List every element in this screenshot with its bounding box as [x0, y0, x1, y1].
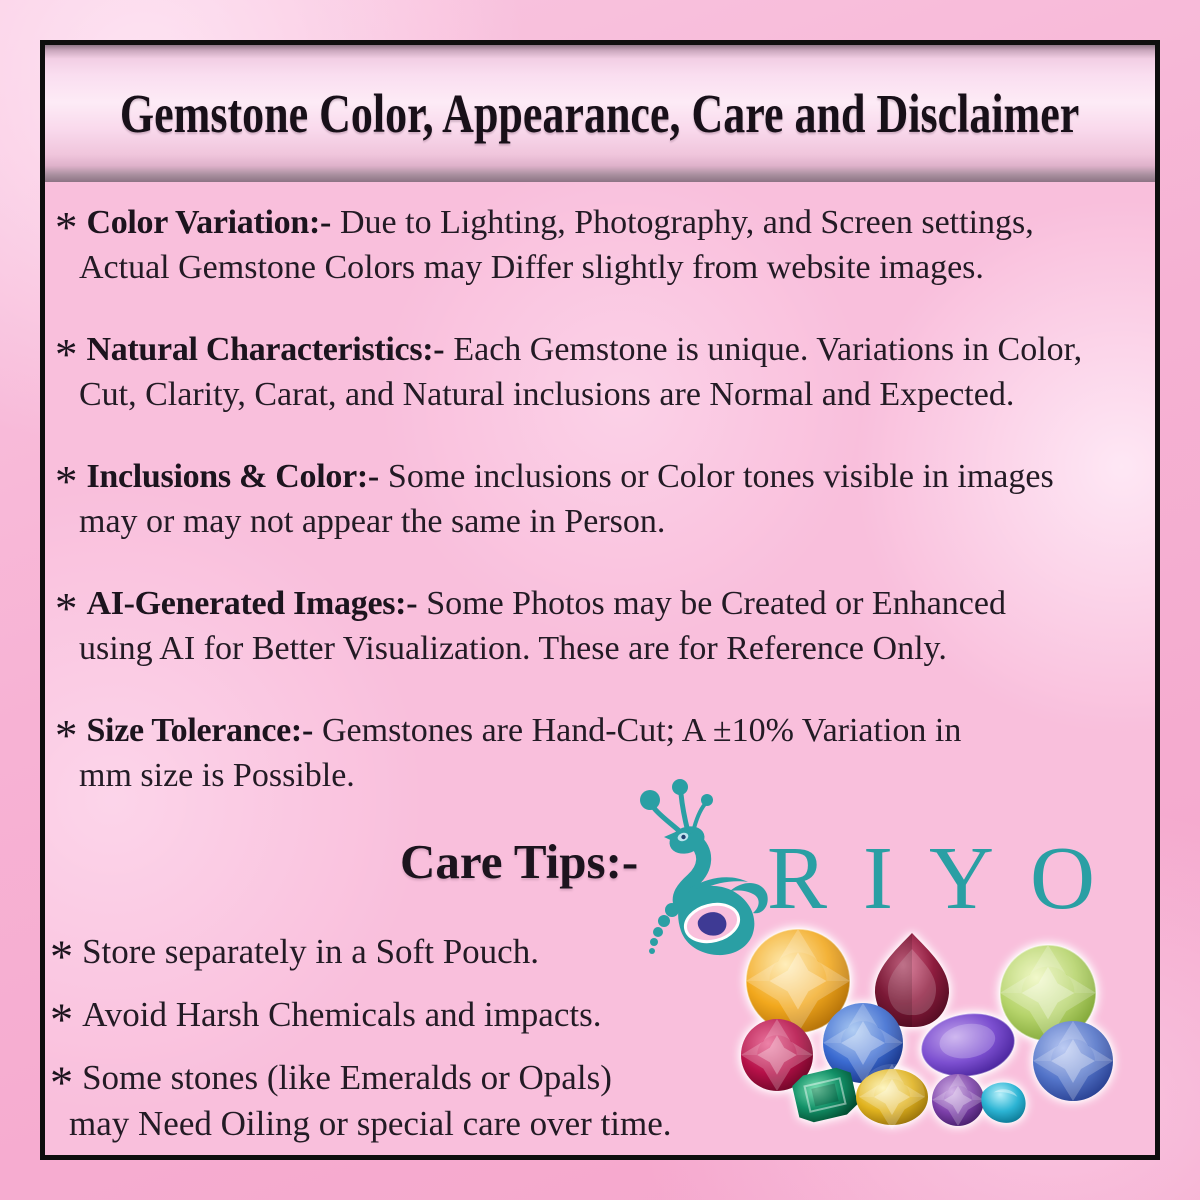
care-tip-text: Some stones (like Emeralds or Opals) — [82, 1058, 612, 1097]
gemstones-photo — [735, 923, 1159, 1157]
disclaimer-text: mm size is Possible. — [79, 757, 355, 794]
poster-frame — [40, 40, 1160, 1160]
title-bar — [45, 45, 1155, 182]
disclaimer-label: AI-Generated Images:- — [86, 585, 418, 622]
brand-wordmark: RIYO — [767, 829, 1131, 928]
care-tip-text: may Need Oiling or special care over time. — [69, 1104, 672, 1143]
disclaimer-text: may or may not appear the same in Person. — [79, 503, 666, 540]
care-tips-list — [50, 915, 760, 1147]
care-tip-oiling: * Some stones (like Emeralds or Opals) may Need Oiling or special care over time. — [50, 1055, 760, 1147]
care-tip-text: Store separately in a Soft Pouch. — [82, 932, 539, 971]
care-tips-heading: Care Tips:- — [400, 834, 639, 889]
care-tip-chemicals: * Avoid Harsh Chemicals and impacts. — [50, 994, 602, 1046]
disclaimer-label: Size Tolerance:- — [86, 712, 313, 749]
disclaimer-text: Each Gemstone is unique. Variations in Color, — [453, 331, 1083, 368]
tanzanite-round-gem — [1033, 1021, 1113, 1101]
disclaimer-color-variation: * Color Variation:- Due to Lighting, Photography, and Screen settings, Actual Gemstone Colors may Differ slightly from website images. — [55, 200, 1145, 290]
disclaimer-text: Cut, Clarity, Carat, and Natural inclusions are Normal and Expected. — [79, 376, 1015, 413]
disclaimer-label: Color Variation:- — [86, 204, 331, 241]
disclaimer-label: Natural Characteristics:- — [86, 331, 445, 368]
disclaimer-size-tolerance: * Size Tolerance:- Gemstones are Hand-Cut; A ±10% Variation in mm size is Possible. — [55, 708, 1145, 798]
disclaimer-text: Actual Gemstone Colors may Differ slightly from website images. — [79, 249, 984, 286]
page-title: Gemstone Color, Appearance, Care and Disclaimer — [120, 83, 1080, 144]
disclaimer-text: Some Photos may be Created or Enhanced — [426, 585, 1006, 622]
disclaimer-text: Due to Lighting, Photography, and Screen settings, — [340, 204, 1034, 241]
disclaimer-natural-characteristics: * Natural Characteristics:- Each Gemstone is unique. Variations in Color, Cut, Clarity, Carat, and Natural inclusions are Normal and Expected. — [55, 327, 1145, 417]
disclaimer-inclusions-color: * Inclusions & Color:- Some inclusions or Color tones visible in images may or may not appear the same in Person. — [55, 454, 1145, 544]
disclaimer-list — [55, 182, 1145, 798]
purple-spinel-round-gem — [932, 1074, 984, 1126]
disclaimer-label: Inclusions & Color:- — [86, 458, 379, 495]
care-tip-soft-pouch: * Store separately in a Soft Pouch. — [50, 931, 539, 983]
blue-topaz-pear-gem — [976, 1076, 1031, 1128]
disclaimer-text: Gemstones are Hand-Cut; A ±10% Variation in — [321, 712, 962, 749]
disclaimer-text: using AI for Better Visualization. These are for Reference Only. — [79, 630, 947, 667]
disclaimer-text: Some inclusions or Color tones visible in images — [387, 458, 1054, 495]
care-tip-text: Avoid Harsh Chemicals and impacts. — [82, 995, 602, 1034]
disclaimer-ai-generated-images: * AI-Generated Images:- Some Photos may be Created or Enhanced using AI for Better Visualization. These are for Reference Only. — [55, 581, 1145, 671]
